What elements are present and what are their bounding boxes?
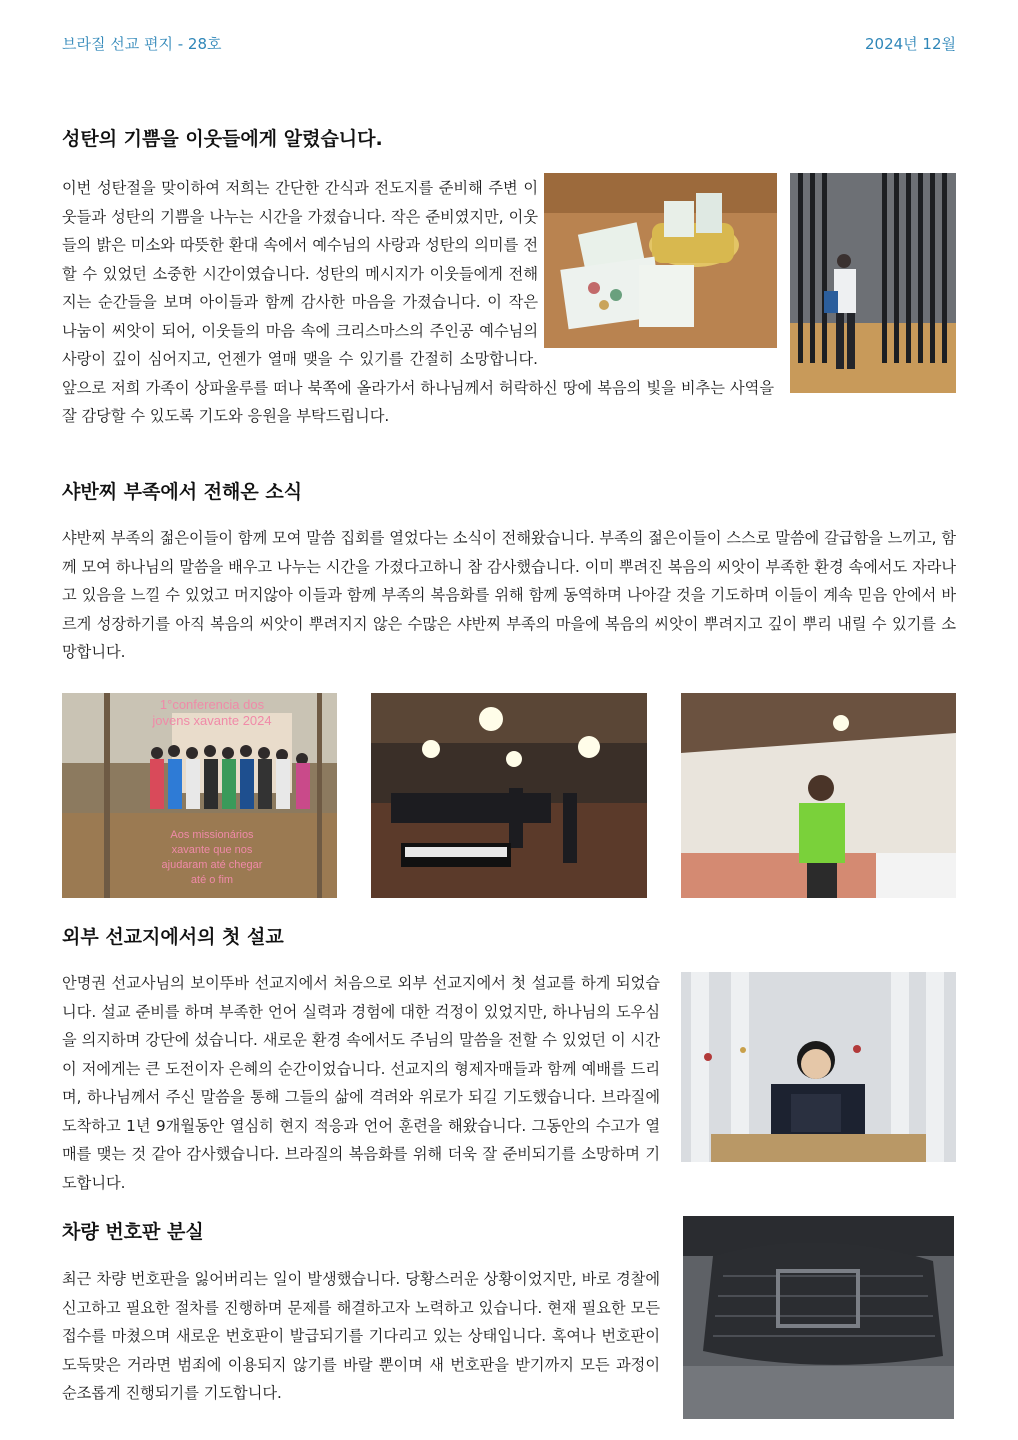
photo-night-gathering [371,693,647,898]
photo-youth-conference [62,693,337,898]
photo-speaker [681,693,956,898]
section-title-sermon: 외부 선교지에서의 첫 설교 [62,926,284,948]
section-body-sermon: 안명권 선교사님의 보이뚜바 선교지에서 처음으로 외부 선교지에서 첫 설교를 하게 되었습니다. 설교 준비를 하며 부족한 언어 실력과 경험에 대한 걱정이 있었지만, 하나님의 도우심을 의지하며 강단에 섰습니다. 새로운 환경 속에서도 주님의 말씀을 전할 수 있었던 이 시간이 저에게는 큰 도전이자 은혜의 순간이었습니다. 선교지의 형제자매들과 함께 예배를 드리며, 하나님께서 주신 말씀을 통해 그들의 삶에 격려와 위로가 되길 기도했습니다. 브라질에 도착하고 1년 9개월동안 열심히 현지 적응과 언어 훈련을 해왔습니다. 그동안의 수고가 열매를 맺는 것 같아 감사했습니다. 브라질의 복음화를 위해 더욱 잘 준비되기를 소망하며 기도합니다. [62,974,660,1192]
photo-neighbor-gate [790,173,956,393]
newsletter-title: 브라질 선교 편지 - 28호 [62,35,222,53]
overlay-caption-bottom: Aos missionários [170,829,254,841]
svg-text:xavante que nos: xavante que nos [171,844,253,856]
section-title-license: 차량 번호판 분실 [62,1221,204,1243]
newsletter-date: 2024년 12월 [864,35,956,53]
overlay-caption-top: 1°conferencia dos [159,697,265,712]
svg-text:até o fim: até o fim [190,874,234,886]
photo-car-grille [683,1216,954,1419]
svg-text:ajudaram até chegar: ajudaram até chegar [161,859,263,871]
section-title-xavante: 샤반찌 부족에서 전해온 소식 [62,481,303,503]
float-spacer [538,174,774,348]
section-body-license: 최근 차량 번호판을 잃어버리는 일이 발생했습니다. 당황스러운 상황이었지만, 바로 경찰에 신고하고 필요한 절차를 진행하며 문제를 해결하고자 노력하고 있습니다. 현재 필요한 모든 접수를 마쳤으며 새로운 번호판이 발급되기를 기다리고 있는 상태입니다. 혹여나 번호판이 도둑맞은 거라면 범죄에 이용되지 않기를 바랄 뿐이며 새 번호판을 받기까지 모든 과정이 순조롭게 진행되기를 기도합니다. [62,1270,660,1402]
svg-text:jovens xavante 2024: jovens xavante 2024 [152,713,272,728]
photo-sermon [681,972,956,1162]
section-body-xavante: 샤반찌 부족의 젊은이들이 함께 모여 말씀 집회를 열었다는 소식이 전해왔습니다. 부족의 젊은이들이 스스로 말씀에 갈급함을 느끼고, 함께 모여 하나님의 말씀을 배우고 나누는 시간을 가졌다고하니 참 감사했습니다. 이미 뿌려진 복음의 씨앗이 부족한 환경 속에서도 자라나고 있음을 느낄 수 있었고 머지않아 이들과 함께 부족의 복음화를 위해 함께 동역하며 나아갈 것을 기도하며 이들이 계속 믿음 안에서 바르게 성장하기를 아직 복음의 씨앗이 뿌려지지 않은 수많은 샤반찌 부족의 마을에 복음의 씨앗이 뿌려지고 깊이 뿌리 내릴 수 있기를 소망합니다. [62,529,956,661]
section-body-christmas [62,174,774,431]
section-text-christmas: 이번 성탄절을 맞이하여 저희는 간단한 간식과 전도지를 준비해 주변 이웃들과 성탄의 기쁨을 나누는 시간을 가졌습니다. 작은 준비였지만, 이웃들의 밝은 미소와 따뜻한 환대 속에서 예수님의 사랑과 성탄의 의미를 전할 수 있었던 소중한 시간이였습니다. 성탄의 메시지가 이웃들에게 전해지는 순간들을 보며 아이들과 함께 감사한 마음을 가졌습니다. 이 작은 나눔이 씨앗이 되어, 이웃들의 마음 속에 크리스마스의 주인공 예수님의 사랑이 깊이 심어지고, 언젠가 열매 맺을 수 있기를 간절히 소망합니다. 앞으로 저희 가족이 상파울루를 떠나 북쪽에 올라가서 하나님께서 허락하신 땅에 복음의 빛을 비추는 사역을 잘 감당할 수 있도록 기도와 응원을 부탁드립니다. [62,179,774,425]
section-title-christmas: 성탄의 기쁨을 이웃들에게 알렸습니다. [62,128,383,150]
